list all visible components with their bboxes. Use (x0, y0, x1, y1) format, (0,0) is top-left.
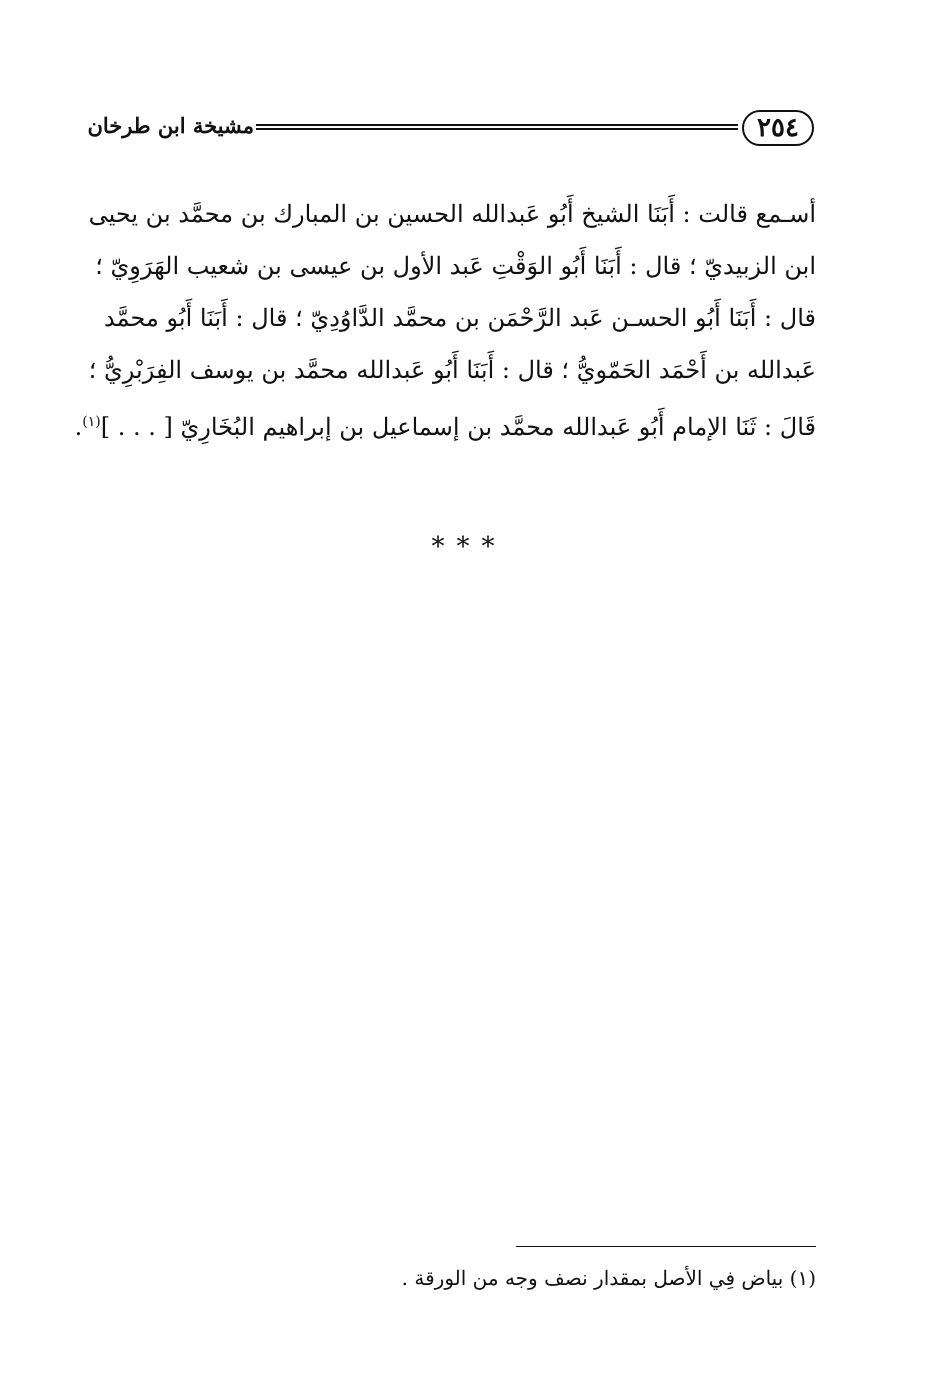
page-header (87, 108, 814, 154)
footnote: (١) بياض فِي الأصل بمقدار نصف وجه من الورقة . (401, 1266, 816, 1290)
header-double-rule (256, 124, 738, 130)
footnote-rule (516, 1246, 816, 1247)
main-text (74, 188, 816, 453)
text-line-5-content: قَالَ : ثَنَا الإمام أَبُو عَبدالله محمَّد بن إسماعيل بن إبراهيم البُخَارِيّ [ . . . ] (100, 413, 816, 441)
text-line-3: قال : أَبَنَا أَبُو الحسـن عَبد الرَّحْمَن بن محمَّد الدَّاوُدِيّ ؛ قال : أَبَنَا أَبُو محمَّد (104, 304, 816, 332)
text-line-2: ابن الزبيديّ ؛ قال : أَبَنَا أَبُو الوَقْتِ عَبد الأول بن عيسى بن شعيب الهَرَوِيّ ؛ (95, 252, 816, 280)
text-line-5-end: . (74, 413, 83, 441)
section-separator: *** (431, 532, 507, 562)
text-line-1: أسـمع قالت : أَبَنَا الشيخ أَبُو عَبدالله الحسين بن المبارك بن محمَّد بن يحيى (88, 200, 816, 228)
page-number: ٢٥٤ (742, 110, 814, 146)
footnote-reference: (١) (82, 414, 101, 430)
text-line-5 (74, 396, 816, 453)
text-line-4: عَبدالله بن أَحْمَد الحَمّويُّ ؛ قال : أَبَنَا أَبُو عَبدالله محمَّد بن يوسف الفِرَبْرِيُّ ؛ (88, 356, 816, 384)
book-title: مشيخة ابن طرخان (87, 113, 254, 138)
